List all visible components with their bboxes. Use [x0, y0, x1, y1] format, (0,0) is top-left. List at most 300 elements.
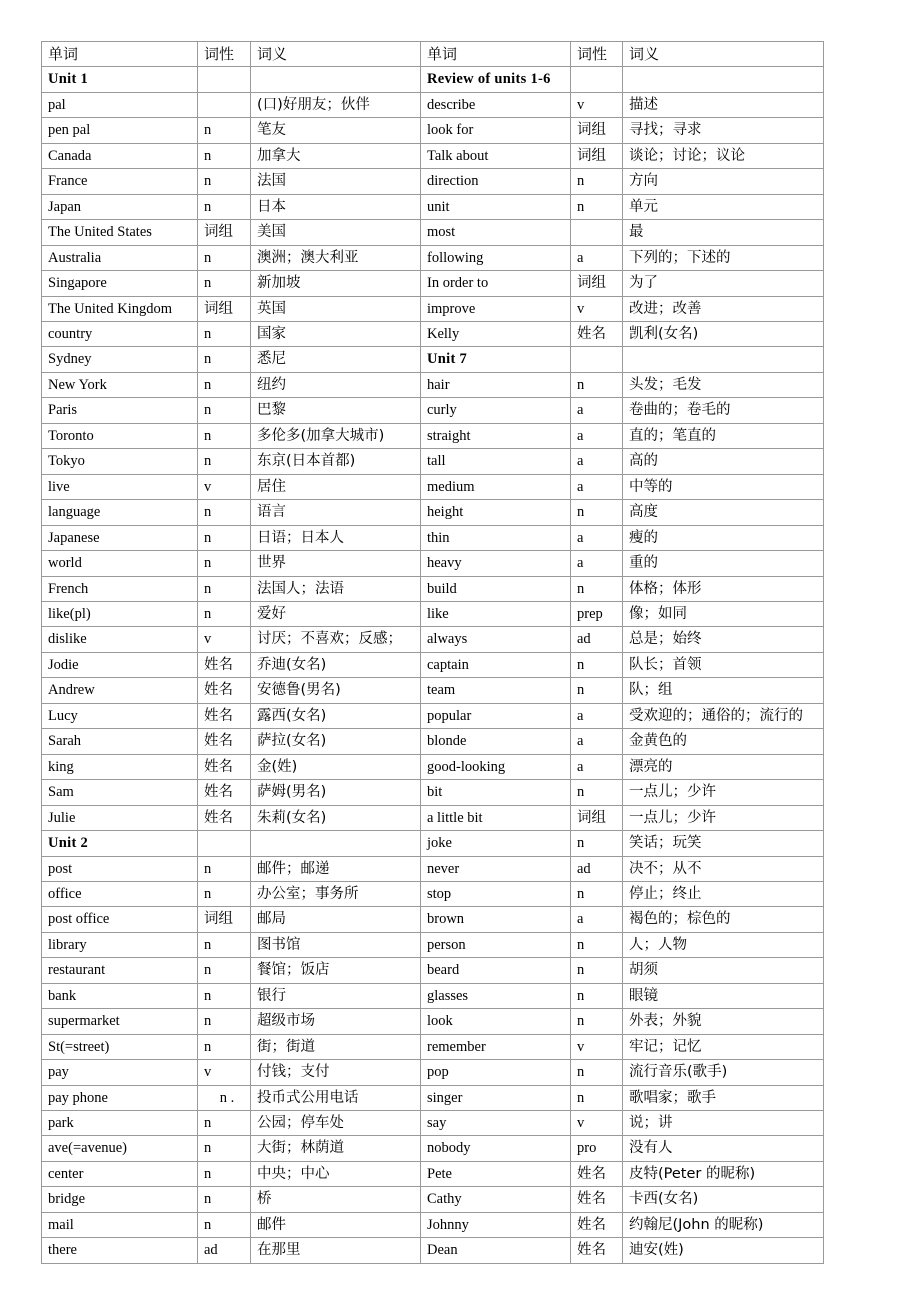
word-cell-left: dislike — [42, 627, 198, 652]
pos-cell-right: 姓名 — [571, 1161, 623, 1186]
pos-cell-right: n — [571, 831, 623, 856]
word-cell-left: St(=street) — [42, 1034, 198, 1059]
pos-cell-left: n — [198, 881, 251, 906]
meaning-cell-right: 说；讲 — [623, 1111, 824, 1136]
word-cell-right: blonde — [421, 729, 571, 754]
word-cell-left: pay — [42, 1060, 198, 1085]
column-header-word-left: 单词 — [42, 42, 198, 67]
table-row — [42, 907, 824, 932]
pos-cell-right: ad — [571, 627, 623, 652]
pos-cell-left — [198, 92, 251, 117]
meaning-cell-left: 英国 — [251, 296, 421, 321]
word-cell-right: beard — [421, 958, 571, 983]
pos-cell-right: prep — [571, 601, 623, 626]
table-row — [42, 729, 824, 754]
pos-cell-right: ad — [571, 856, 623, 881]
pos-cell-right: n — [571, 500, 623, 525]
meaning-cell-right: 像；如同 — [623, 601, 824, 626]
word-cell-left: Sarah — [42, 729, 198, 754]
word-cell-left: Japanese — [42, 525, 198, 550]
word-cell-right: look for — [421, 118, 571, 143]
column-header-meaning-left: 词义 — [251, 42, 421, 67]
table-row — [42, 652, 824, 677]
meaning-cell-left: 美国 — [251, 220, 421, 245]
meaning-cell-right: 重的 — [623, 551, 824, 576]
word-cell-right: Dean — [421, 1238, 571, 1263]
word-cell-left: language — [42, 500, 198, 525]
meaning-cell-right: 停止；终止 — [623, 881, 824, 906]
pos-cell-right — [571, 347, 623, 372]
pos-cell-left: n — [198, 118, 251, 143]
meaning-cell-left: 萨拉(女名) — [251, 729, 421, 754]
meaning-cell-right: 决不；从不 — [623, 856, 824, 881]
meaning-cell-right: 没有人 — [623, 1136, 824, 1161]
meaning-cell-left: 超级市场 — [251, 1009, 421, 1034]
pos-cell-left: n — [198, 551, 251, 576]
meaning-cell-left: 爱好 — [251, 601, 421, 626]
pos-cell-left: 姓名 — [198, 754, 251, 779]
word-cell-left: country — [42, 321, 198, 346]
meaning-cell-left: 邮件 — [251, 1212, 421, 1237]
meaning-cell-left: 在那里 — [251, 1238, 421, 1263]
pos-cell-left: n — [198, 398, 251, 423]
table-row — [42, 474, 824, 499]
pos-cell-right: n — [571, 932, 623, 957]
table-row — [42, 601, 824, 626]
meaning-cell-left: 乔迪(女名) — [251, 652, 421, 677]
word-cell-left: Toronto — [42, 423, 198, 448]
meaning-cell-right: 外表；外貌 — [623, 1009, 824, 1034]
pos-cell-right: 词组 — [571, 118, 623, 143]
pos-cell-left — [198, 831, 251, 856]
meaning-cell-right: 高的 — [623, 449, 824, 474]
pos-cell-left: 姓名 — [198, 652, 251, 677]
word-cell-left: Jodie — [42, 652, 198, 677]
meaning-cell-left: 法国人；法语 — [251, 576, 421, 601]
meaning-cell-right: 牢记；记忆 — [623, 1034, 824, 1059]
word-cell-left: ave(=avenue) — [42, 1136, 198, 1161]
pos-cell-left: 姓名 — [198, 805, 251, 830]
meaning-cell-right: 方向 — [623, 169, 824, 194]
word-cell-left: post office — [42, 907, 198, 932]
word-cell-left: mail — [42, 1212, 198, 1237]
pos-cell-left: 词组 — [198, 220, 251, 245]
meaning-cell-right: 改进；改善 — [623, 296, 824, 321]
word-cell-left: Tokyo — [42, 449, 198, 474]
meaning-cell-left — [251, 67, 421, 92]
pos-cell-left: 姓名 — [198, 678, 251, 703]
table-row — [42, 118, 824, 143]
word-cell-right: good-looking — [421, 754, 571, 779]
meaning-cell-right: 头发；毛发 — [623, 372, 824, 397]
word-cell-right: popular — [421, 703, 571, 728]
table-row — [42, 703, 824, 728]
column-header-pos-left: 词性 — [198, 42, 251, 67]
pos-cell-right: 姓名 — [571, 1187, 623, 1212]
pos-cell-left: n — [198, 983, 251, 1008]
word-cell-right: Unit 7 — [421, 347, 571, 372]
pos-cell-right: n — [571, 194, 623, 219]
table-row — [42, 780, 824, 805]
word-cell-left: there — [42, 1238, 198, 1263]
pos-cell-left: v — [198, 474, 251, 499]
pos-cell-right: v — [571, 296, 623, 321]
pos-cell-right: pro — [571, 1136, 623, 1161]
pos-cell-right: n — [571, 1009, 623, 1034]
table-row — [42, 321, 824, 346]
word-cell-left: French — [42, 576, 198, 601]
word-cell-right: hair — [421, 372, 571, 397]
table-row — [42, 500, 824, 525]
meaning-cell-left: 朱莉(女名) — [251, 805, 421, 830]
word-cell-right: improve — [421, 296, 571, 321]
pos-cell-right: v — [571, 92, 623, 117]
table-row — [42, 881, 824, 906]
table-header-row — [42, 42, 824, 67]
pos-cell-left: n — [198, 321, 251, 346]
word-cell-right: pop — [421, 1060, 571, 1085]
word-cell-right: medium — [421, 474, 571, 499]
meaning-cell-left: 纽约 — [251, 372, 421, 397]
meaning-cell-left: 巴黎 — [251, 398, 421, 423]
column-header-word-right: 单词 — [421, 42, 571, 67]
meaning-cell-right: 约翰尼(John 的昵称) — [623, 1212, 824, 1237]
pos-cell-left: n — [198, 1212, 251, 1237]
word-cell-right: like — [421, 601, 571, 626]
meaning-cell-left — [251, 831, 421, 856]
pos-cell-right: n — [571, 780, 623, 805]
pos-cell-right: n — [571, 169, 623, 194]
pos-cell-right: 姓名 — [571, 1238, 623, 1263]
word-cell-right: heavy — [421, 551, 571, 576]
pos-cell-right: n — [571, 652, 623, 677]
meaning-cell-left: 公园；停车处 — [251, 1111, 421, 1136]
word-cell-right: bit — [421, 780, 571, 805]
pos-cell-right: v — [571, 1034, 623, 1059]
table-row — [42, 220, 824, 245]
meaning-cell-left: 加拿大 — [251, 143, 421, 168]
word-cell-left: live — [42, 474, 198, 499]
pos-cell-left: n . — [198, 1085, 251, 1110]
meaning-cell-left: (口)好朋友；伙伴 — [251, 92, 421, 117]
word-cell-right: joke — [421, 831, 571, 856]
word-cell-left: Australia — [42, 245, 198, 270]
meaning-cell-left: 邮局 — [251, 907, 421, 932]
word-cell-right: glasses — [421, 983, 571, 1008]
pos-cell-right: n — [571, 1085, 623, 1110]
pos-cell-left: n — [198, 423, 251, 448]
word-cell-right: thin — [421, 525, 571, 550]
table-row — [42, 169, 824, 194]
pos-cell-right: 词组 — [571, 143, 623, 168]
word-cell-left: Lucy — [42, 703, 198, 728]
pos-cell-right: 词组 — [571, 271, 623, 296]
meaning-cell-right: 队；组 — [623, 678, 824, 703]
meaning-cell-left: 中央；中心 — [251, 1161, 421, 1186]
meaning-cell-left: 语言 — [251, 500, 421, 525]
pos-cell-right: 姓名 — [571, 1212, 623, 1237]
word-cell-left: The United States — [42, 220, 198, 245]
word-cell-right: describe — [421, 92, 571, 117]
word-cell-right: straight — [421, 423, 571, 448]
table-body — [42, 42, 824, 1264]
table-row — [42, 1136, 824, 1161]
table-row — [42, 1212, 824, 1237]
meaning-cell-left: 东京(日本首都) — [251, 449, 421, 474]
meaning-cell-left: 银行 — [251, 983, 421, 1008]
meaning-cell-left: 金(姓) — [251, 754, 421, 779]
pos-cell-left: v — [198, 1060, 251, 1085]
pos-cell-right — [571, 220, 623, 245]
table-row — [42, 398, 824, 423]
meaning-cell-left: 悉尼 — [251, 347, 421, 372]
table-row — [42, 143, 824, 168]
meaning-cell-left: 桥 — [251, 1187, 421, 1212]
pos-cell-right: v — [571, 1111, 623, 1136]
word-cell-left: Sam — [42, 780, 198, 805]
meaning-cell-left: 邮件；邮递 — [251, 856, 421, 881]
word-cell-left: king — [42, 754, 198, 779]
table-row — [42, 347, 824, 372]
word-cell-right: a little bit — [421, 805, 571, 830]
table-row — [42, 1009, 824, 1034]
word-cell-right: captain — [421, 652, 571, 677]
word-cell-left: supermarket — [42, 1009, 198, 1034]
pos-cell-left: n — [198, 194, 251, 219]
word-cell-right: Talk about — [421, 143, 571, 168]
word-cell-right: In order to — [421, 271, 571, 296]
meaning-cell-right: 瘦的 — [623, 525, 824, 550]
pos-cell-left: n — [198, 143, 251, 168]
meaning-cell-left: 付钱；支付 — [251, 1060, 421, 1085]
pos-cell-left: n — [198, 169, 251, 194]
pos-cell-right: a — [571, 474, 623, 499]
table-row — [42, 271, 824, 296]
word-cell-right: following — [421, 245, 571, 270]
word-cell-left: France — [42, 169, 198, 194]
meaning-cell-left: 萨姆(男名) — [251, 780, 421, 805]
meaning-cell-left: 居住 — [251, 474, 421, 499]
pos-cell-right: a — [571, 703, 623, 728]
meaning-cell-right: 卡西(女名) — [623, 1187, 824, 1212]
pos-cell-right: a — [571, 907, 623, 932]
meaning-cell-left: 投币式公用电话 — [251, 1085, 421, 1110]
table-row — [42, 67, 824, 92]
meaning-cell-right: 寻找；寻求 — [623, 118, 824, 143]
pos-cell-left: n — [198, 1187, 251, 1212]
pos-cell-left: 姓名 — [198, 780, 251, 805]
pos-cell-right: n — [571, 372, 623, 397]
pos-cell-left: n — [198, 958, 251, 983]
meaning-cell-left: 日本 — [251, 194, 421, 219]
word-cell-right: tall — [421, 449, 571, 474]
word-cell-right: Johnny — [421, 1212, 571, 1237]
meaning-cell-right: 人；人物 — [623, 932, 824, 957]
table-row — [42, 1111, 824, 1136]
pos-cell-right: n — [571, 881, 623, 906]
word-cell-left: like(pl) — [42, 601, 198, 626]
meaning-cell-left: 日语；日本人 — [251, 525, 421, 550]
pos-cell-left — [198, 67, 251, 92]
table-row — [42, 525, 824, 550]
word-cell-right: unit — [421, 194, 571, 219]
pos-cell-right: n — [571, 678, 623, 703]
meaning-cell-right: 谈论；讨论；议论 — [623, 143, 824, 168]
pos-cell-right: 词组 — [571, 805, 623, 830]
meaning-cell-left: 露西(女名) — [251, 703, 421, 728]
pos-cell-right: n — [571, 958, 623, 983]
pos-cell-left: n — [198, 347, 251, 372]
word-cell-right: height — [421, 500, 571, 525]
table-row — [42, 449, 824, 474]
word-cell-left: Canada — [42, 143, 198, 168]
table-row — [42, 983, 824, 1008]
meaning-cell-right: 胡须 — [623, 958, 824, 983]
pos-cell-right: a — [571, 245, 623, 270]
table-row — [42, 551, 824, 576]
column-header-meaning-right: 词义 — [623, 42, 824, 67]
table-row — [42, 296, 824, 321]
table-row — [42, 1060, 824, 1085]
word-cell-right: brown — [421, 907, 571, 932]
word-cell-left: bridge — [42, 1187, 198, 1212]
pos-cell-left: ad — [198, 1238, 251, 1263]
meaning-cell-left: 法国 — [251, 169, 421, 194]
pos-cell-right: a — [571, 449, 623, 474]
table-row — [42, 92, 824, 117]
meaning-cell-right: 中等的 — [623, 474, 824, 499]
pos-cell-right: n — [571, 1060, 623, 1085]
pos-cell-right: a — [571, 423, 623, 448]
word-cell-right: stop — [421, 881, 571, 906]
table-row — [42, 754, 824, 779]
meaning-cell-right: 凯利(女名) — [623, 321, 824, 346]
table-row — [42, 932, 824, 957]
table-row — [42, 831, 824, 856]
word-cell-right: remember — [421, 1034, 571, 1059]
pos-cell-left: 词组 — [198, 907, 251, 932]
word-cell-left: Andrew — [42, 678, 198, 703]
word-cell-left: post — [42, 856, 198, 881]
word-cell-right: direction — [421, 169, 571, 194]
table-row — [42, 194, 824, 219]
meaning-cell-left: 街；街道 — [251, 1034, 421, 1059]
word-cell-left: pay phone — [42, 1085, 198, 1110]
word-cell-left: pen pal — [42, 118, 198, 143]
meaning-cell-right: 迪安(姓) — [623, 1238, 824, 1263]
pos-cell-left: 姓名 — [198, 729, 251, 754]
table-row — [42, 805, 824, 830]
pos-cell-left: n — [198, 271, 251, 296]
word-cell-left: New York — [42, 372, 198, 397]
pos-cell-left: n — [198, 932, 251, 957]
word-cell-left: The United Kingdom — [42, 296, 198, 321]
word-cell-right: never — [421, 856, 571, 881]
meaning-cell-right — [623, 67, 824, 92]
meaning-cell-left: 世界 — [251, 551, 421, 576]
meaning-cell-right: 单元 — [623, 194, 824, 219]
pos-cell-right: a — [571, 729, 623, 754]
meaning-cell-right: 歌唱家；歌手 — [623, 1085, 824, 1110]
word-cell-left: Julie — [42, 805, 198, 830]
word-cell-right: person — [421, 932, 571, 957]
word-cell-right: nobody — [421, 1136, 571, 1161]
word-cell-left: Unit 1 — [42, 67, 198, 92]
word-cell-left: Unit 2 — [42, 831, 198, 856]
word-cell-left: Singapore — [42, 271, 198, 296]
table-row — [42, 245, 824, 270]
word-cell-left: office — [42, 881, 198, 906]
meaning-cell-right: 卷曲的；卷毛的 — [623, 398, 824, 423]
pos-cell-left: n — [198, 1009, 251, 1034]
pos-cell-left: n — [198, 1161, 251, 1186]
pos-cell-left: 词组 — [198, 296, 251, 321]
meaning-cell-right: 直的；笔直的 — [623, 423, 824, 448]
table-row — [42, 678, 824, 703]
pos-cell-left: n — [198, 601, 251, 626]
word-cell-right: build — [421, 576, 571, 601]
table-row — [42, 1238, 824, 1263]
meaning-cell-right: 笑话；玩笑 — [623, 831, 824, 856]
pos-cell-right: 姓名 — [571, 321, 623, 346]
word-cell-right: most — [421, 220, 571, 245]
meaning-cell-right: 体格；体形 — [623, 576, 824, 601]
table-row — [42, 576, 824, 601]
word-cell-right: look — [421, 1009, 571, 1034]
pos-cell-right: n — [571, 576, 623, 601]
pos-cell-right — [571, 67, 623, 92]
word-cell-left: park — [42, 1111, 198, 1136]
table-row — [42, 423, 824, 448]
pos-cell-left: n — [198, 576, 251, 601]
word-cell-left: bank — [42, 983, 198, 1008]
vocabulary-sheet — [41, 41, 823, 1264]
word-cell-right: Pete — [421, 1161, 571, 1186]
meaning-cell-left: 餐馆；饭店 — [251, 958, 421, 983]
table-row — [42, 856, 824, 881]
word-cell-right: Cathy — [421, 1187, 571, 1212]
meaning-cell-left: 新加坡 — [251, 271, 421, 296]
meaning-cell-left: 安德鲁(男名) — [251, 678, 421, 703]
meaning-cell-right: 漂亮的 — [623, 754, 824, 779]
pos-cell-left: n — [198, 449, 251, 474]
meaning-cell-right: 高度 — [623, 500, 824, 525]
word-cell-left: Paris — [42, 398, 198, 423]
word-cell-right: team — [421, 678, 571, 703]
pos-cell-right: a — [571, 525, 623, 550]
table-row — [42, 1161, 824, 1186]
word-cell-right: Review of units 1-6 — [421, 67, 571, 92]
table-row — [42, 627, 824, 652]
table-row — [42, 1085, 824, 1110]
pos-cell-right: n — [571, 983, 623, 1008]
table-row — [42, 372, 824, 397]
word-cell-left: pal — [42, 92, 198, 117]
meaning-cell-right: 一点儿；少许 — [623, 780, 824, 805]
meaning-cell-left: 图书馆 — [251, 932, 421, 957]
pos-cell-left: n — [198, 245, 251, 270]
pos-cell-left: n — [198, 525, 251, 550]
meaning-cell-left: 笔友 — [251, 118, 421, 143]
pos-cell-left: n — [198, 1136, 251, 1161]
meaning-cell-left: 国家 — [251, 321, 421, 346]
word-cell-right: Kelly — [421, 321, 571, 346]
meaning-cell-left: 办公室；事务所 — [251, 881, 421, 906]
meaning-cell-right: 为了 — [623, 271, 824, 296]
meaning-cell-right — [623, 347, 824, 372]
meaning-cell-right: 眼镜 — [623, 983, 824, 1008]
word-cell-left: library — [42, 932, 198, 957]
